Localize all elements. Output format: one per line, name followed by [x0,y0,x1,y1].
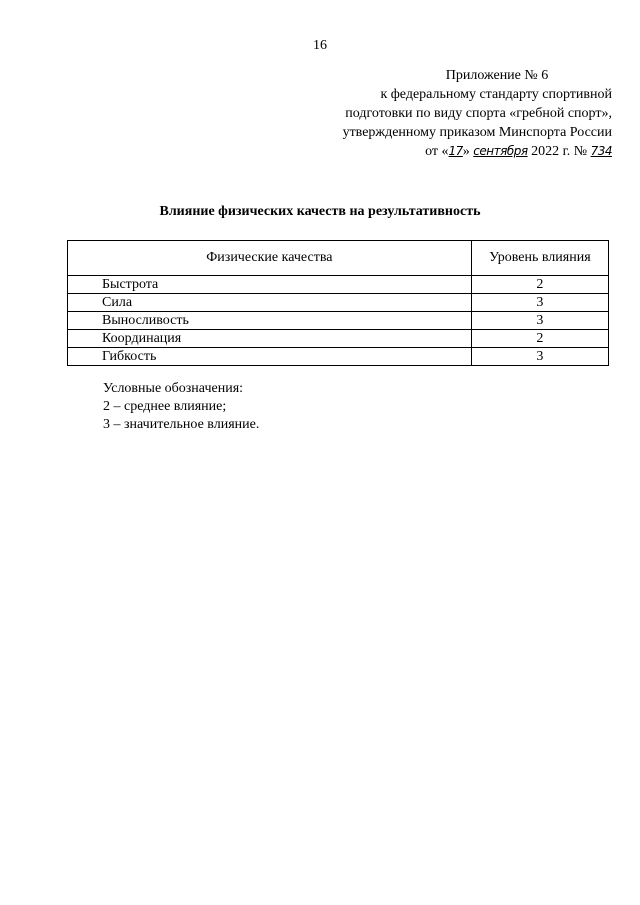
quality-level: 2 [471,330,608,348]
legend-item: 3 – значительное влияние. [103,417,260,432]
header-level: Уровень влияния [471,241,608,276]
table-row [68,294,609,312]
table-header-row [68,241,609,276]
legend-item: 2 – среднее влияние; [103,399,227,414]
quality-level: 2 [471,276,608,294]
annex-line-standard: к федеральному стандарту спортивной [380,87,612,102]
annex-line-sport: подготовки по виду спорта «гребной спорт», [345,106,612,121]
annex-line-date [312,142,612,161]
handwritten-order-number: 734 [590,144,612,158]
date-mid: » [462,144,474,159]
date-prefix: от « [425,144,449,159]
table-row [68,312,609,330]
quality-level: 3 [471,294,608,312]
annex-line-order: утвержденному приказом Минспорта России [342,125,612,140]
header-quality: Физические качества [68,241,472,276]
quality-name: Выносливость [68,312,472,330]
quality-level: 3 [471,312,608,330]
quality-name: Координация [68,330,472,348]
quality-name: Быстрота [68,276,472,294]
date-year: 2022 г. № [527,144,591,159]
quality-name: Гибкость [68,348,472,366]
legend-title: Условные обозначения: [103,381,244,396]
quality-level: 3 [471,348,608,366]
table-row [68,348,609,366]
legend [103,380,259,434]
table-row [68,330,609,348]
annex-header [312,66,612,161]
quality-name: Сила [68,294,472,312]
table-row [68,276,609,294]
page-number: 16 [313,38,327,53]
annex-title: Приложение № 6 [445,68,549,83]
handwritten-month: сентября [473,144,528,158]
handwritten-day: 17 [448,144,463,158]
document-title: Влияние физических качеств на результативность [159,204,481,219]
quality-influence-table [67,240,609,366]
